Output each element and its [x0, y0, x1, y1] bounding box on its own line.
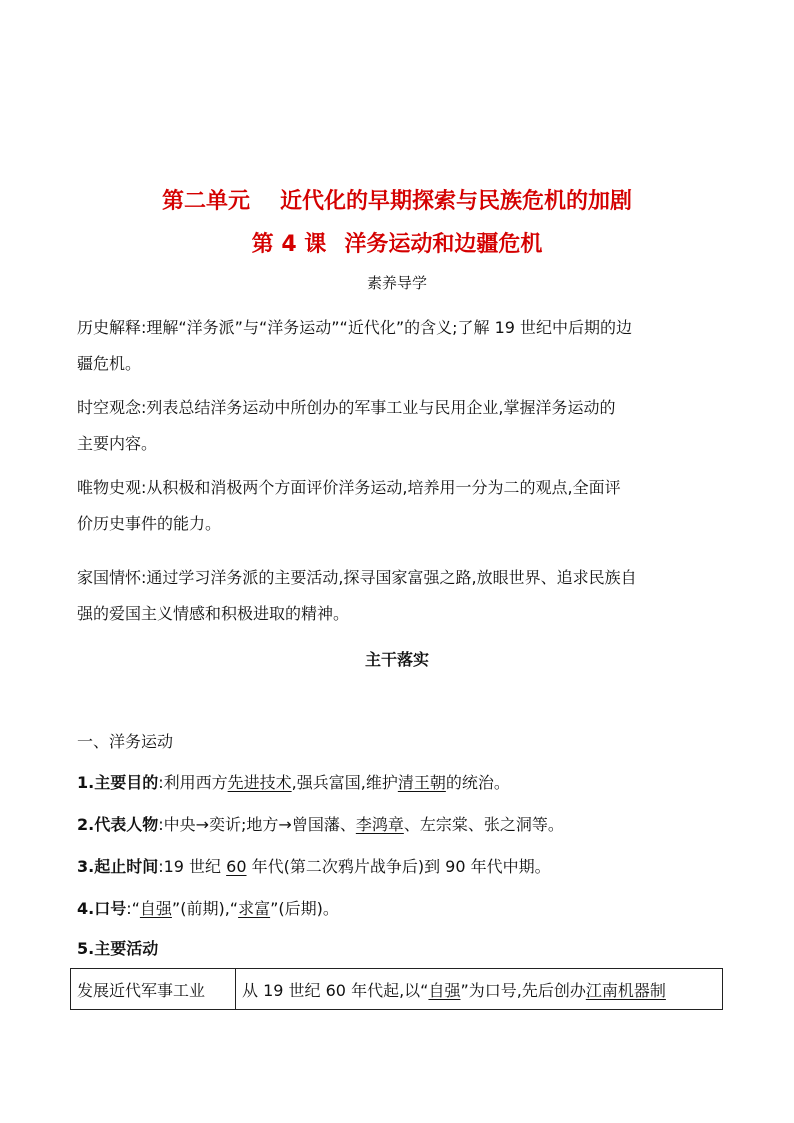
item-label: 2.代表人物	[77, 815, 159, 834]
unit-label: 第二单元	[161, 189, 250, 214]
section-subtitle: 素养导学	[366, 274, 427, 292]
item-purpose	[77, 771, 737, 795]
answer-blank: 60	[226, 857, 247, 876]
section-heading: 一、洋务运动	[77, 732, 174, 751]
item-label: 4.口号	[77, 899, 127, 918]
literacy-paragraph-space-time	[77, 390, 727, 462]
table-cell-content	[236, 969, 723, 1010]
answer-blank: 江南机器制	[585, 980, 666, 1000]
item-slogan	[77, 897, 737, 921]
paragraph-line: 疆危机。	[77, 354, 142, 373]
answer-blank: 自强	[139, 899, 172, 918]
paragraph-line: 主要内容。	[77, 434, 158, 453]
item-text: ,强兵富国,维护	[291, 773, 398, 792]
answer-blank: 求富	[238, 899, 271, 918]
lesson-title	[0, 230, 794, 260]
item-label: 3.起止时间	[77, 857, 159, 876]
item-label: 5.主要活动	[77, 939, 159, 958]
item-text: :“	[126, 899, 140, 918]
item-text: 、左宗棠、张之洞等。	[403, 815, 564, 834]
item-text: 的统治。	[445, 773, 510, 792]
answer-blank: 李鸿章	[355, 815, 404, 834]
table-row	[71, 969, 723, 1010]
paragraph-line: 唯物史观:从积极和消极两个方面评价洋务运动,培养用一分为二的观点,全面评	[77, 478, 621, 497]
activities-table	[70, 968, 723, 1010]
main-heading: 主干落实	[364, 650, 429, 669]
item-text: 年代(第二次鸦片战争后)到 90 年代中期。	[246, 857, 551, 876]
literacy-paragraph-materialism	[77, 470, 727, 542]
answer-blank: 自强	[428, 980, 461, 1000]
cell-text: 从 19 世纪 60 年代起,以“	[242, 980, 429, 1000]
item-period	[77, 855, 737, 879]
item-representatives	[77, 813, 737, 837]
item-text: :19 世纪	[158, 857, 227, 876]
paragraph-line: 强的爱国主义情感和积极进取的精神。	[77, 604, 350, 623]
item-text: ”(前期),“	[171, 899, 239, 918]
literacy-paragraph-patriotism	[77, 560, 727, 632]
item-text: :中央→奕䜣;地方→曾国藩、	[158, 815, 356, 834]
item-text: ”(后期)。	[270, 899, 339, 918]
paragraph-line: 价历史事件的能力。	[77, 514, 222, 533]
paragraph-line: 历史解释:理解“洋务派”与“洋务运动”“近代化”的含义;了解 19 世纪中后期的边	[77, 318, 633, 337]
unit-title	[0, 187, 794, 217]
paragraph-line: 家国情怀:通过学习洋务派的主要活动,探寻国家富强之路,放眼世界、追求民族自	[77, 568, 637, 587]
unit-title-text: 近代化的早期探索与民族危机的加剧	[280, 189, 633, 214]
item-text: :利用西方	[158, 773, 228, 792]
lesson-title-text: 洋务运动和边疆危机	[344, 232, 543, 257]
item-label: 1.主要目的	[77, 773, 159, 792]
paragraph-line: 时空观念:列表总结洋务运动中所创办的军事工业与民用企业,掌握洋务运动的	[77, 398, 616, 417]
answer-blank: 先进技术	[227, 773, 292, 792]
item-activities	[77, 937, 737, 961]
cell-text: ”为口号,先后创办	[460, 980, 586, 1000]
lesson-label: 第 4 课	[251, 232, 327, 257]
literacy-paragraph-history-interpretation	[77, 310, 727, 382]
answer-blank: 清王朝	[397, 773, 446, 792]
table-cell-category: 发展近代军事工业	[71, 969, 236, 1010]
